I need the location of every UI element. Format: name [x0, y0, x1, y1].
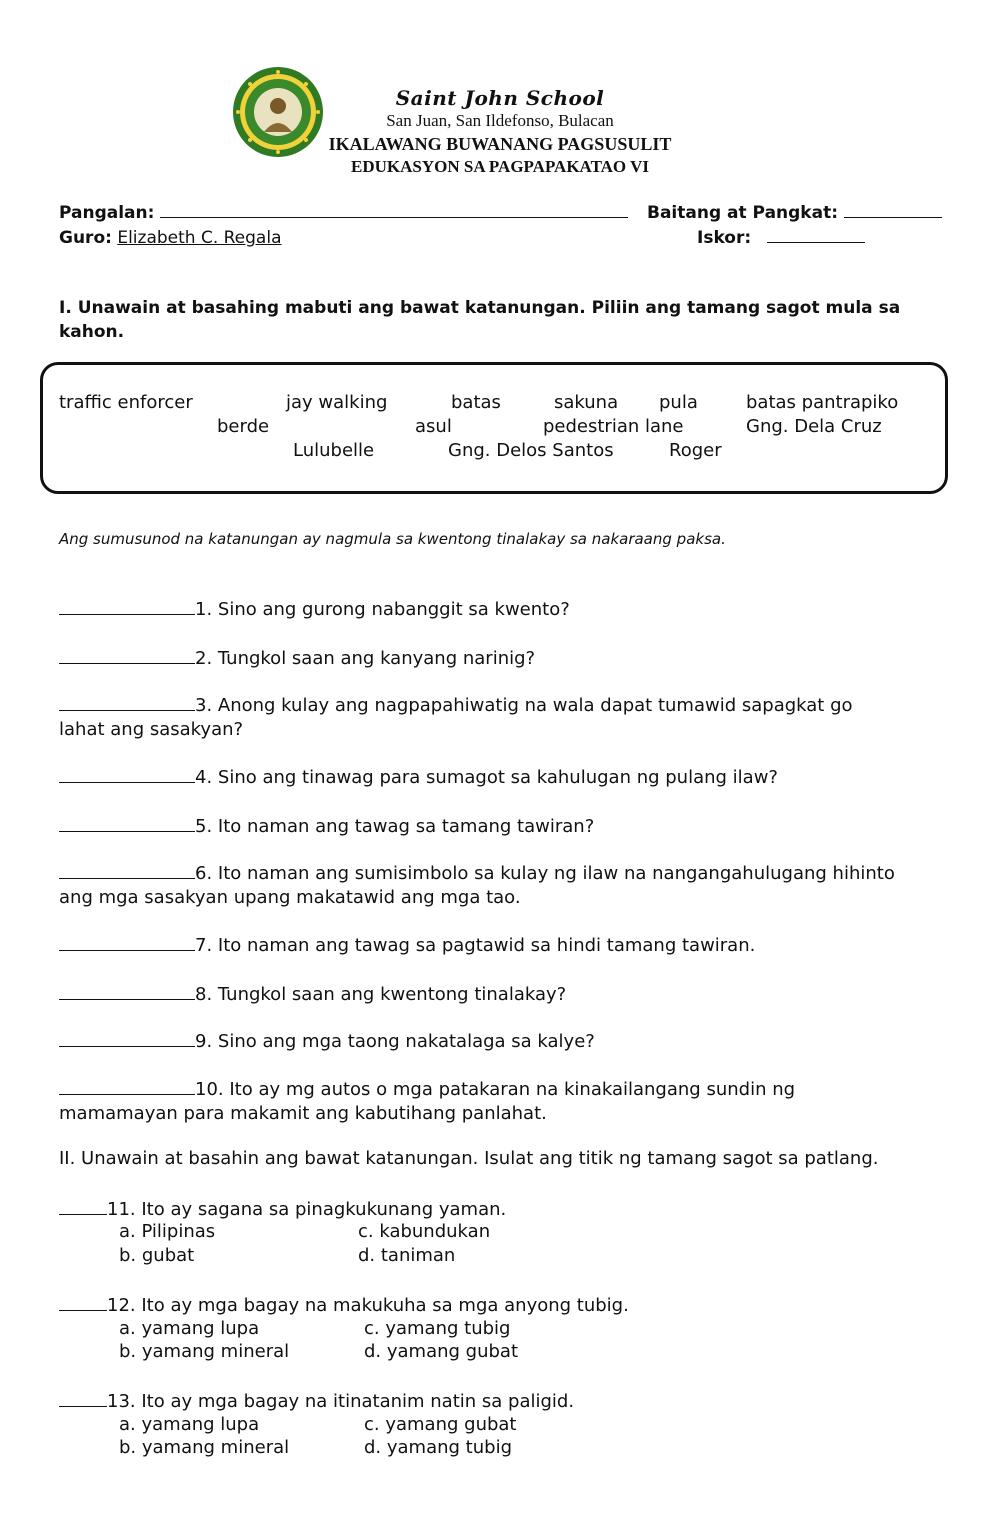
grade-field: [647, 203, 942, 223]
answer-blank[interactable]: [59, 861, 195, 879]
grade-blank[interactable]: [844, 217, 942, 218]
question-text: 1. Sino ang gurong nabanggit sa kwento?: [195, 599, 570, 620]
word-bank-item: Gng. Dela Cruz: [746, 416, 882, 437]
word-bank-item: batas: [451, 392, 501, 413]
option-b: b. yamang mineral: [119, 1437, 290, 1458]
question-text: 8. Tungkol saan ang kwentong tinalakay?: [195, 984, 567, 1005]
question-text: 7. Ito naman ang tawag sa pagtawid sa hindi tamang tawiran.: [195, 935, 756, 956]
question-item: [59, 933, 949, 958]
name-field: [59, 203, 628, 223]
word-bank-item: berde: [217, 416, 270, 437]
question-item: [59, 1293, 949, 1318]
answer-blank[interactable]: [59, 933, 195, 951]
word-bank-item: pedestrian lane: [543, 416, 684, 437]
question-item: [59, 1077, 949, 1126]
option-c: c. yamang gubat: [364, 1414, 517, 1435]
question-text-continued: ang mga sasakyan upang makatawid ang mga tao.: [59, 887, 521, 908]
option-c: c. kabundukan: [358, 1221, 491, 1242]
section1-note: Ang sumusunod na katanungan ay nagmula sa kwentong tinalakay sa nakaraang paksa.: [59, 530, 726, 548]
option-d: d. yamang gubat: [364, 1341, 519, 1362]
option-c: c. yamang tubig: [364, 1318, 511, 1339]
question-text: 2. Tungkol saan ang kanyang narinig?: [195, 648, 536, 669]
option-d: d. taniman: [358, 1245, 456, 1266]
name-label: Pangalan:: [59, 203, 155, 223]
school-name: Saint John School: [395, 86, 605, 110]
answer-blank[interactable]: [59, 597, 195, 615]
question-item: [59, 1389, 949, 1414]
name-blank[interactable]: [160, 217, 628, 218]
score-label: Iskor:: [697, 228, 752, 248]
answer-blank[interactable]: [59, 1029, 195, 1047]
question-text: 11. Ito ay sagana sa pinagkukunang yaman.: [107, 1199, 507, 1220]
question-text: 12. Ito ay mga bagay na makukuha sa mga anyong tubig.: [107, 1295, 629, 1316]
question-item: [59, 1197, 949, 1222]
answer-blank[interactable]: [59, 765, 195, 783]
word-bank-item: sakuna: [554, 392, 619, 413]
school-address: San Juan, San Ildefonso, Bulacan: [386, 111, 614, 130]
teacher-label: Guro:: [59, 228, 112, 248]
word-bank-item: Roger: [669, 440, 722, 461]
grade-label: Baitang at Pangkat:: [647, 203, 839, 223]
word-bank-item: batas pantrapiko: [746, 392, 899, 413]
score-field: [697, 228, 865, 248]
question-text-continued: lahat ang sasakyan?: [59, 719, 244, 740]
question-text: 9. Sino ang mga taong nakatalaga sa kalye?: [195, 1031, 595, 1052]
question-item: [59, 982, 949, 1007]
score-blank[interactable]: [767, 242, 865, 243]
question-item: [59, 693, 949, 742]
question-text: 6. Ito naman ang sumisimbolo sa kulay ng ilaw na nangangahulugang hihinto: [195, 863, 895, 884]
answer-blank[interactable]: [59, 693, 195, 711]
word-bank-item: pula: [659, 392, 698, 413]
answer-blank[interactable]: [59, 1197, 107, 1215]
word-bank-item: Lulubelle: [293, 440, 375, 461]
word-bank-item: asul: [415, 416, 452, 437]
answer-blank[interactable]: [59, 982, 195, 1000]
section2-instruction: II. Unawain at basahin ang bawat katanungan. Isulat ang titik ng tamang sagot sa patlang.: [59, 1148, 879, 1169]
answer-blank[interactable]: [59, 814, 195, 832]
teacher-name: Elizabeth C. Regala: [117, 228, 282, 248]
question-item: [59, 814, 949, 839]
option-d: d. yamang tubig: [364, 1437, 512, 1458]
teacher-field: [59, 228, 281, 248]
question-text: 4. Sino ang tinawag para sumagot sa kahulugan ng pulang ilaw?: [195, 767, 778, 788]
answer-blank[interactable]: [59, 1077, 195, 1095]
option-b: b. gubat: [119, 1245, 195, 1266]
question-text: 3. Anong kulay ang nagpapahiwatig na wala dapat tumawid sapagkat go: [195, 695, 853, 716]
exam-title: IKALAWANG BUWANANG PAGSUSULIT: [328, 134, 672, 154]
option-a: a. yamang lupa: [119, 1414, 260, 1435]
question-item: [59, 597, 949, 622]
question-item: [59, 1029, 949, 1054]
option-a: a. Pilipinas: [119, 1221, 216, 1242]
subject-title: EDUKASYON SA PAGPAPAKATAO VI: [351, 157, 649, 176]
answer-blank[interactable]: [59, 646, 195, 664]
option-b: b. yamang mineral: [119, 1341, 290, 1362]
word-bank-item: jay walking: [286, 392, 388, 413]
section1-instruction: I. Unawain at basahing mabuti ang bawat katanungan. Piliin ang tamang sagot mula sa kahon.: [59, 298, 901, 342]
question-text: 10. Ito ay mg autos o mga patakaran na kinakailangang sundin ng: [195, 1079, 796, 1100]
word-bank-item: traffic enforcer: [59, 392, 193, 413]
question-item: [59, 646, 949, 671]
question-text: 5. Ito naman ang tawag sa tamang tawiran?: [195, 816, 595, 837]
answer-blank[interactable]: [59, 1293, 107, 1311]
question-text-continued: mamamayan para makamit ang kabutihang panlahat.: [59, 1103, 547, 1124]
question-text: 13. Ito ay mga bagay na itinatanim natin sa paligid.: [107, 1391, 575, 1412]
question-item: [59, 861, 949, 910]
answer-blank[interactable]: [59, 1389, 107, 1407]
option-a: a. yamang lupa: [119, 1318, 260, 1339]
word-bank-item: Gng. Delos Santos: [448, 440, 614, 461]
question-item: [59, 765, 949, 790]
